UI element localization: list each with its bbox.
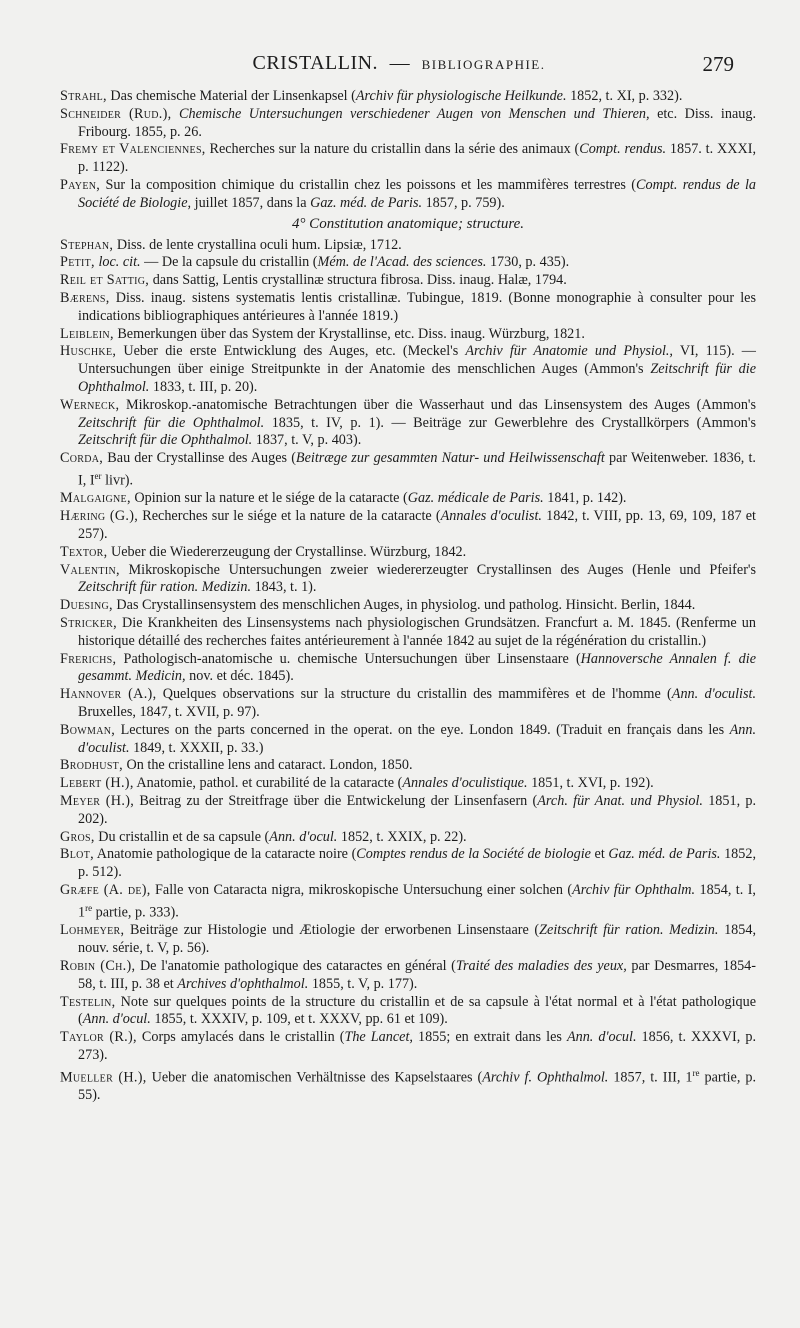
entry-author: Duesing,: [60, 597, 113, 614]
entry-text: Recherches sur la nature du cristallin dans la série des animaux (: [205, 141, 580, 158]
entry-journal-title: Archiv f. Ophthalmol.: [482, 1069, 609, 1086]
entry-text: — De la capsule du cristallin (: [140, 254, 318, 271]
bibliography-entry: [60, 757, 756, 775]
entry-journal-title: Comptes rendus de la Société de biologie: [356, 846, 591, 863]
entry-author: Gros,: [60, 828, 95, 845]
entry-author: Bowman,: [60, 721, 116, 738]
running-title: [64, 52, 734, 75]
entry-text: Ueber die anatomischen Verhältnisse des Kapselstaares (: [146, 1069, 483, 1086]
title-dash: —: [389, 52, 411, 74]
entry-text: Bruxelles, 1847, t. XVII, p. 97).: [78, 704, 260, 721]
entry-text: Opinion sur la nature et le siége de la cataracte (: [130, 490, 408, 507]
entry-journal-title: Mém. de l'Acad. des sciences.: [317, 254, 487, 271]
entry-text: 1854, t. I, 1: [78, 882, 756, 921]
bibliography-entry: [60, 397, 756, 450]
entry-text: Das Crystallinsensystem des menschlichen Auges, in physiolog. und patholog. Hinsicht. Berlin, 1844.: [112, 597, 696, 614]
entry-author: Huschke,: [60, 343, 117, 360]
bibliography-entry: [60, 994, 756, 1030]
entry-journal-title: Ann. d'oculist.: [671, 686, 756, 703]
entry-journal-title: Ann. d'ocul.: [269, 828, 338, 845]
entry-journal-title: Gaz. médicale de Paris.: [407, 490, 544, 507]
bibliography-entry: [60, 237, 756, 255]
bibliography-entry: [60, 450, 756, 490]
entry-author: Hæring (G.),: [60, 508, 139, 525]
bibliography-entry: [60, 1065, 756, 1105]
entry-journal-title: Annales d'oculist.: [440, 508, 542, 525]
entry-text: 1855; en extrait dans les: [412, 1029, 567, 1046]
entry-text: 1835, t. IV, p. 1). — Beiträge zur Gewerblehre des Crystallkörpers (Ammon's: [264, 414, 756, 431]
entry-text: 1837, t. V, p. 403).: [252, 432, 362, 449]
entry-text: 1842, t. VIII, pp. 13, 69, 109, 187 et 257).: [78, 508, 756, 543]
entry-journal-title: Ann. d'oculist.: [78, 721, 756, 756]
bibliography-entry: [60, 177, 756, 213]
chapter-title: CRISTALLIN.: [252, 52, 379, 74]
entry-text: 1841, p. 142).: [543, 490, 627, 507]
entry-author: Stricker,: [60, 615, 117, 632]
bibliography-entry: [60, 508, 756, 544]
entry-text: Pathologisch-anatomische u. chemische Untersuchungen über Linsenstaare (: [116, 650, 581, 667]
entry-text: Ueber die erste Entwicklung des Auges, etc. (Meckel's: [116, 343, 466, 360]
entry-journal-title: Archives d'ophthalmol.: [177, 975, 309, 992]
bibliography-entry: [60, 597, 756, 615]
bibliography-entry: [60, 290, 756, 326]
entry-journal-title: Arch. für Anat. und Physiol.: [537, 793, 703, 810]
entry-text: Die Krankheiten des Linsensystems nach physiologischen Grundsätzen. Francfurt a. M. 1845. (Renferme un historique détaillé des recherches faites antérieurement à l'année 1842 au sujet de la régénération du cristallin.): [78, 615, 756, 649]
entry-author: Strahl,: [60, 88, 107, 104]
entry-author: Bærens,: [60, 289, 110, 306]
entry-journal-title: Zeitschrift für ration. Medizin.: [78, 579, 252, 596]
entry-text: Quelques observations sur la structure du cristallin des mammifères et de l'homme (: [156, 686, 672, 703]
entry-author: Payen,: [60, 176, 101, 193]
entry-text: Diss. de lente crystallina oculi hum. Lipsiæ, 1712.: [113, 236, 402, 253]
entry-author: Frerichs,: [60, 650, 117, 667]
section-heading: 4° Constitution anatomique; structure.: [291, 215, 525, 232]
entry-journal-title: Zeitschrift für die Ophthalmol.: [78, 432, 253, 449]
entry-journal-title: loc. cit.: [98, 254, 141, 271]
entry-journal-title: Compt. rendus.: [579, 141, 667, 158]
entry-author: Lebert (H.),: [60, 775, 134, 792]
entry-text: re: [85, 902, 93, 913]
entry-author: Schneider (Rud.),: [60, 105, 172, 122]
running-header: [64, 52, 734, 82]
entry-text: Note sur quelques points de la structure du cristallin et de sa capsule à l'état normal et à l'état pathologique (: [78, 993, 756, 1028]
entry-journal-title: Gaz. méd. de Paris.: [608, 846, 721, 863]
bibliography-entry: [60, 562, 756, 598]
bibliography-entry: [60, 544, 756, 562]
entry-journal-title: Hannoversche Annalen f. die gesammt. Medicin,: [78, 650, 756, 685]
entry-author: Meyer (H.),: [60, 793, 135, 810]
entry-text: etc. Diss. inaug. Fribourg. 1855, p. 26.: [78, 105, 756, 140]
entry-text: 1857, p. 759).: [422, 194, 505, 211]
bibliography-entry: [60, 615, 756, 651]
entry-text: Bemerkungen über das System der Krystallinse, etc. Diss. inaug. Würzburg, 1821.: [113, 325, 585, 342]
entry-author: Blot,: [60, 846, 94, 863]
entry-journal-title: Archiv für physiologische Heilkunde.: [355, 88, 567, 104]
entry-author: Mueller (H.),: [60, 1069, 147, 1086]
entry-text: 1856, t. XXXVI, p. 273).: [78, 1029, 756, 1063]
bibliography-entry: [60, 254, 756, 272]
entry-author: Lohmeyer,: [60, 922, 125, 939]
entry-author: Werneck,: [60, 396, 120, 413]
entry-text: par Desmarres, 1854-58, t. III, p. 38 et: [78, 957, 756, 992]
entry-author: Taylor (R.),: [60, 1029, 137, 1046]
entry-text: Corps amylacés dans le cristallin (: [136, 1029, 345, 1046]
bibliography-entry: [60, 651, 756, 687]
bibliography-entry: [60, 141, 756, 177]
entry-text: Anatomie pathologique de la cataracte noire (: [93, 846, 357, 863]
entry-text: 1833, t. III, p. 20).: [149, 378, 258, 395]
entry-author: Valentin,: [60, 561, 120, 578]
entry-text: Beitrag zu der Streitfrage über die Entwickelung der Linsenfasern (: [134, 793, 538, 810]
bibliography-entry: [60, 882, 756, 922]
entry-text: Recherches sur le siége et la nature de la cataracte (: [138, 508, 441, 525]
bibliography-entry: [60, 829, 756, 847]
entry-author: Græfe (A. de),: [60, 882, 151, 898]
entry-author: Malgaigne,: [60, 490, 131, 507]
entry-text: Mikroskop.-anatomische Betrachtungen über die Wasserhaut und das Linsensystem des Auges (Ammon's: [119, 396, 756, 413]
entry-text: partie, p. 333).: [92, 904, 179, 921]
entry-text: Bau der Crystallinse des Auges (: [103, 450, 296, 467]
entry-text: er: [94, 470, 102, 481]
entry-text: par Weitenweber. 1836, t. I, I: [78, 450, 756, 489]
page-number: 279: [702, 52, 734, 76]
entry-journal-title: Gaz. méd. de Paris.: [310, 194, 423, 211]
bibliography-entry: [60, 106, 756, 142]
entry-text: On the cristalline lens and cataract. London, 1850.: [122, 757, 413, 774]
bibliography-entry: [60, 1029, 756, 1065]
entry-text: Das chemische Material der Linsenkapsel (: [106, 88, 356, 104]
entry-text: 1857. t. XXXI, p. 1122).: [78, 141, 756, 176]
entry-journal-title: Traité des maladies des yeux,: [455, 957, 627, 974]
entry-journal-title: Beitræge zur gesammten Natur- und Heilwissenschaft: [295, 450, 605, 467]
entry-text: livr).: [101, 472, 134, 489]
entry-text: Mikroskopische Untersuchungen zweier wiedererzeugter Crystallinsen des Auges (Henle und Pfeifer's: [119, 561, 756, 578]
bibliography-entry: [60, 686, 756, 722]
entry-journal-title: Ann. d'ocul.: [566, 1029, 637, 1046]
bibliography-entry: [60, 846, 756, 882]
bibliography-entry: [60, 958, 756, 994]
entry-author: Robin (Ch.),: [60, 957, 136, 974]
entry-text: Lectures on the parts concerned in the operat. on the eye. London 1849. (Traduit en français dans les: [115, 721, 730, 738]
entry-author: Corda,: [60, 450, 104, 467]
entry-text: dans Sattig, Lentis crystallinæ structura fibrosa. Diss. inaug. Halæ, 1794.: [149, 272, 567, 289]
entry-text: 1730, p. 435).: [486, 254, 570, 271]
bibliography-entry: [60, 326, 756, 344]
bibliography-list-anatomy: [60, 237, 756, 1105]
entry-text: partie, p. 55).: [78, 1069, 756, 1104]
entry-text: 1852, t. XI, p. 332).: [566, 88, 683, 104]
entry-text: Ueber die Wiedererzeugung der Crystallinse. Würzburg, 1842.: [107, 543, 467, 560]
entry-text: Beiträge zur Histologie und Ætiologie der erworbenen Linsenstaare (: [124, 922, 540, 939]
entry-journal-title: Compt. rendus de la Société de Biologie,: [78, 176, 756, 211]
entry-author: Stephan,: [60, 236, 114, 253]
entry-journal-title: Zeitschrift für die Ophthalmol.: [78, 414, 265, 431]
bibliography-entry: [60, 722, 756, 758]
entry-text: Anatomie, pathol. et curabilité de la cataracte (: [133, 775, 403, 792]
entry-text: 1854, nouv. série, t. V, p. 56).: [78, 922, 756, 957]
entry-author: Textor,: [60, 543, 108, 560]
entry-text: Falle von Cataracta nigra, mikroskopische Untersuchung einer solchen (: [150, 882, 573, 898]
entry-journal-title: Chemische Untersuchungen verschiedener Augen von Menschen und Thieren,: [179, 105, 650, 122]
entry-author: Petit,: [60, 254, 95, 271]
entry-author: Leiblein,: [60, 325, 114, 342]
entry-text: 1852, p. 512).: [78, 846, 756, 881]
entry-journal-title: Zeitschrift für die Ophthalmol.: [78, 361, 757, 395]
bibliography-entry: [60, 343, 756, 396]
bibliography-entry: [60, 490, 756, 508]
bibliography-list-chemistry: [60, 88, 756, 213]
entry-text: re: [692, 1067, 700, 1078]
bibliography-entry: [60, 793, 756, 829]
entry-journal-title: Annales d'oculistique.: [402, 775, 528, 792]
entry-text: 1855, t. V, p. 177).: [308, 975, 418, 992]
entry-text: Diss. inaug. sistens systematis lentis cristallinæ. Tubingue, 1819. (Bonne monographie à consulter pour les indications bibliographiques antérieures à l'année 1819.): [78, 289, 756, 324]
entry-journal-title: Archiv für Anatomie und Physiol.,: [465, 343, 673, 360]
bibliography-entry: [60, 775, 756, 793]
bibliography-entry: [60, 922, 756, 958]
entry-author: Brodhust,: [60, 757, 123, 774]
entry-text: et: [590, 846, 609, 863]
entry-text: nov. et déc. 1845).: [185, 668, 294, 685]
entry-author: Testelin,: [60, 993, 116, 1010]
bibliography-entry: [60, 88, 756, 106]
entry-text: 1849, t. XXXII, p. 33.): [129, 739, 264, 756]
entry-author: Reil et Sattig,: [60, 272, 150, 289]
entry-text: Du cristallin et de sa capsule (: [94, 828, 270, 845]
section-subtitle: BIBLIOGRAPHIE.: [421, 57, 546, 72]
bibliography-body: [60, 88, 756, 1105]
entry-text: 1851, t. XVI, p. 192).: [527, 775, 654, 792]
entry-text: Sur la composition chimique du cristallin chez les poissons et les mammifères terrestres (: [100, 176, 637, 193]
entry-author: Hannover (A.),: [60, 686, 157, 703]
entry-text: juillet 1857, dans la: [191, 194, 311, 211]
entry-text: 1855, t. XXXIV, p. 109, et t. XXXV, pp. 61 et 109).: [150, 1011, 448, 1028]
entry-text: 1857, t. III, 1: [608, 1069, 693, 1086]
entry-journal-title: The Lancet,: [344, 1029, 413, 1046]
entry-journal-title: Archiv für Ophthalm.: [572, 882, 696, 898]
entry-text: 1852, t. XXIX, p. 22).: [337, 828, 467, 845]
entry-journal-title: Zeitschrift für ration. Medizin.: [539, 922, 719, 939]
bibliography-entry: [60, 272, 756, 290]
entry-author: Fremy et Valenciennes,: [60, 141, 206, 158]
entry-text: De l'anatomie pathologique des cataractes en général (: [135, 957, 456, 974]
entry-text: [172, 106, 180, 122]
entry-journal-title: Ann. d'ocul.: [82, 1011, 151, 1028]
entry-text: 1851, p. 202).: [78, 793, 757, 827]
entry-text: VI, 115). — Untersuchungen über einige Streitpunkte in der Anatomie des menschlichen Auges (Ammon's: [78, 343, 756, 378]
entry-text: 1843, t. 1).: [251, 579, 317, 596]
